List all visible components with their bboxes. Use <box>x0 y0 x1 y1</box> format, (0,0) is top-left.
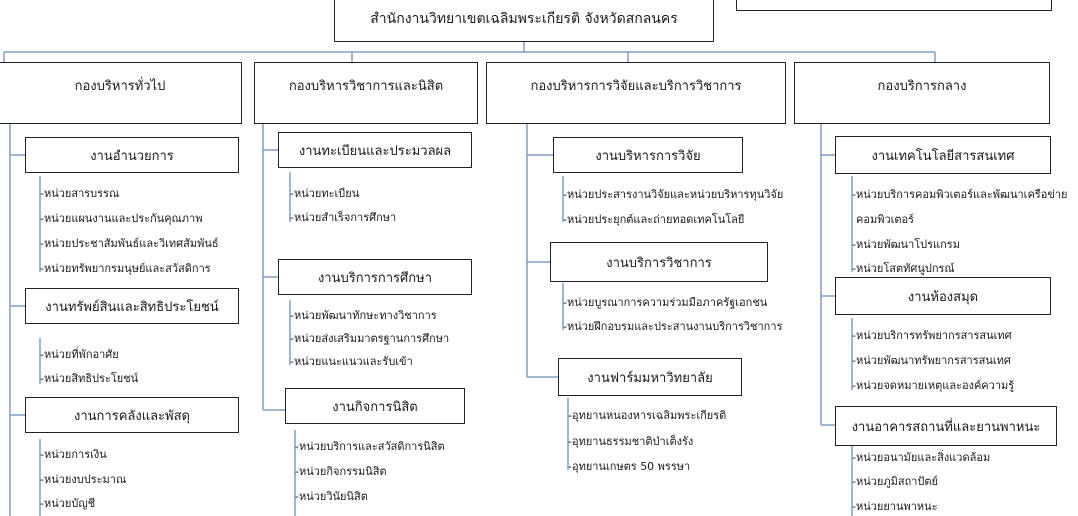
unit-item: -หน่วยการเงิน <box>40 448 107 461</box>
unit-item: -หน่วยบริการและสวัสดิการนิสิต <box>295 440 445 453</box>
section-title: งานทะเบียนและประมวลผล <box>298 143 452 159</box>
section-title: งานบริการการศึกษา <box>317 270 433 286</box>
section-box <box>553 137 743 173</box>
unit-item: -หน่วยประชาสัมพันธ์และวิเทศสัมพันธ์ <box>40 237 219 250</box>
unit-item: -หน่วยประสารงานวิจัยและหน่วยบริหารทุนวิจัย <box>563 188 784 201</box>
unit-item: -หน่วยทะเบียน <box>290 187 360 200</box>
section-box <box>25 397 239 433</box>
unit-item: -หน่วยกิจกรรมนิสิต <box>295 465 387 478</box>
unit-item: -หน่วยพัฒนาทรัพยากรสารสนเทศ <box>852 354 1011 367</box>
unit-item: -หน่วยสารบรรณ <box>40 187 120 200</box>
unit-item: -หน่วยประยุกต์และถ่ายทอดเทคโนโลยี <box>563 213 745 226</box>
unit-item: -หน่วยจดหมายเหตุและองค์ความรู้ <box>852 379 1015 392</box>
root-title: สำนักงานวิทยาเขตเฉลิมพระเกียรติ จังหวัดสกลนคร <box>370 11 678 27</box>
section-title: งานทรัพย์สินและสิทธิประโยชน์ <box>45 299 219 315</box>
section-title: งานอาคารสถานที่และยานพาหนะ <box>851 419 1041 435</box>
division-title: กองบริหารการวิจัยและบริการวิชาการ <box>530 79 742 94</box>
unit-item: -หน่วยทรัพยากรมนุษย์และสวัสดิการ <box>40 262 211 275</box>
section-box <box>278 132 472 168</box>
section-title: งานบริการวิชาการ <box>606 255 712 271</box>
unit-item: -หน่วยบริการคอมพิวเตอร์และพัฒนาเครือข่าย <box>852 188 1068 201</box>
division-box <box>794 62 1050 124</box>
unit-item: -หน่วยงบประมาณ <box>40 473 127 486</box>
section-box <box>25 137 239 173</box>
unit-item: คอมพิวเตอร์ <box>856 213 915 226</box>
division-box <box>486 62 786 124</box>
unit-item: -หน่วยแนะแนวและรับเข้า <box>290 355 413 368</box>
section-box <box>285 388 465 424</box>
unit-item: -หน่วยวินัยนิสิต <box>295 490 368 503</box>
unit-item: -หน่วยฝึกอบรมและประสานงานบริการวิชาการ <box>563 320 783 333</box>
section-box <box>835 277 1051 315</box>
unit-item: -หน่วยยานพาหนะ <box>852 500 938 513</box>
section-title: งานฟาร์มมหาวิทยาลัย <box>587 370 713 386</box>
unit-item: -หน่วยบัญชี <box>40 497 96 510</box>
division-title: กองบริหารวิชาการและนิสิต <box>288 79 444 94</box>
unit-item: -อุทยานหนองหารเฉลิมพระเกียรติ <box>568 409 727 422</box>
division-title: กองบริหารทั่วไป <box>74 79 166 94</box>
partial-header-box <box>736 0 1052 11</box>
section-title: งานบริหารการวิจัย <box>595 148 701 164</box>
unit-item: -อุทยานธรรมชาติป่าเต็งรัง <box>568 435 694 448</box>
unit-item: -หน่วยโสตทัศนูปกรณ์ <box>852 262 955 275</box>
section-box <box>550 242 768 282</box>
unit-item: -หน่วยส่งเสริมมาตรฐานการศึกษา <box>290 332 450 345</box>
unit-item: -หน่วยสำเร็จการศึกษา <box>290 211 397 224</box>
division-box <box>254 62 478 124</box>
unit-item: -หน่วยบูรณาการความร่วมมือภาครัฐเอกชน <box>563 296 768 309</box>
unit-item: -หน่วยสิทธิประโยชน์ <box>40 372 139 385</box>
section-title: งานอำนวยการ <box>90 148 174 164</box>
unit-item: -หน่วยอนามัยและสิ่งแวดล้อม <box>852 451 991 464</box>
unit-item: -หน่วยภูมิสถาปัตย์ <box>852 475 938 488</box>
unit-item: -หน่วยพัฒนาโปรแกรม <box>852 238 960 251</box>
unit-item: -หน่วยพัฒนาทักษะทางวิชาการ <box>290 309 437 322</box>
division-title: กองบริการกลาง <box>877 79 967 94</box>
section-title: งานเทคโนโลยีสารสนเทศ <box>871 148 1015 164</box>
unit-item: -หน่วยแผนงานและประกันคุณภาพ <box>40 212 203 225</box>
root-box <box>334 0 714 42</box>
section-box <box>835 136 1051 174</box>
unit-item: -หน่วยที่พักอาศัย <box>40 348 119 361</box>
unit-item: -อุทยานเกษตร 50 พรรษา <box>568 460 691 473</box>
section-title: งานห้องสมุด <box>907 289 979 305</box>
division-box <box>0 62 242 124</box>
section-box <box>25 288 239 324</box>
section-title: งานกิจการนิสิต <box>332 399 418 415</box>
section-title: งานการคลังและพัสดุ <box>74 408 190 424</box>
section-box <box>558 358 742 396</box>
section-box <box>278 259 472 295</box>
unit-item: -หน่วยบริการทรัพยากรสารสนเทศ <box>852 329 1012 342</box>
section-box <box>835 406 1057 446</box>
